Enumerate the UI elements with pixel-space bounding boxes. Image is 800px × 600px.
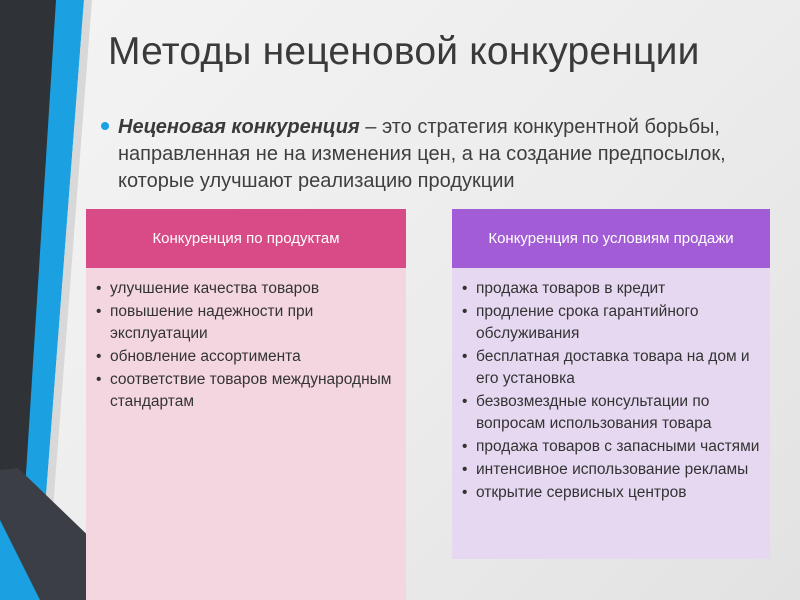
list-item-text: повышение надежности при эксплуатации [110,303,314,342]
bullet-icon: • [96,303,102,320]
list-item [460,482,764,504]
list-item-text: продление срока гарантийного обслуживания [476,303,699,342]
bullet-icon: • [462,348,468,365]
intro-paragraph [118,114,778,195]
bullet-icon: • [462,461,468,478]
list-item-text: безвозмездные консультации по вопросам использования товара [476,393,712,432]
bullet-icon: • [96,371,102,388]
list-item [460,459,764,481]
list-item-text: интенсивное использование рекламы [476,461,749,478]
list-item-text: бесплатная доставка товара на дом и его установка [476,348,750,387]
bullet-icon: • [96,280,102,297]
bullet-icon [101,122,109,130]
column-products [86,209,406,600]
column-heading: Конкуренция по продуктам [86,209,406,268]
intro-dash: – [359,116,382,138]
list-item [94,369,400,413]
list-item [460,436,764,458]
intro-term: Неценовая конкуренция [118,116,360,138]
list-item-text: соответствие товаров международным стандартам [110,371,392,410]
list-item [94,301,400,345]
column-body [86,268,406,600]
bullet-icon: • [462,393,468,410]
list-item [94,346,400,368]
bullet-icon: • [462,303,468,320]
list-item [460,278,764,300]
list-item-text: продажа товаров в кредит [476,280,666,297]
list-item-text: улучшение качества товаров [110,280,320,297]
list-item-text: обновление ассортимента [110,348,301,365]
column-heading: Конкуренция по условиям продажи [452,209,770,268]
bullet-icon: • [462,280,468,297]
list-item [94,278,400,300]
bullet-icon: • [462,438,468,455]
bullet-icon: • [462,484,468,501]
column-sales-terms [452,209,770,559]
bullet-icon: • [96,348,102,365]
list-item [460,391,764,435]
page-title: Методы неценовой конкуренции [108,30,700,73]
intro-text: это стратегия конкурентной борьбы, направленная не на изменения цен, а на создание предпосылок, которые улучшают реализацию продукции [118,116,726,192]
list-item [460,301,764,345]
list-item [460,346,764,390]
column-body [452,268,770,559]
list-item-text: открытие сервисных центров [476,484,687,501]
list-item-text: продажа товаров с запасными частями [476,438,760,455]
